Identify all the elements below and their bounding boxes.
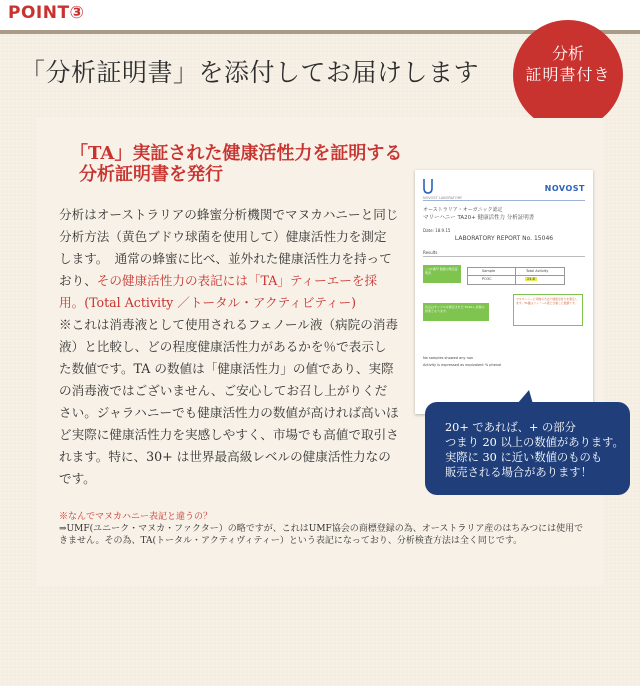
table-cell-sample: PO3C	[482, 277, 492, 281]
subheading-line-2: 分析証明書を発行	[79, 164, 223, 185]
lab-report-image	[415, 170, 593, 414]
report-results-label: Results	[423, 250, 438, 255]
badge-line-2: 証明書付き	[525, 65, 611, 84]
footnote	[59, 511, 589, 547]
report-date: Date: 18.9.15	[423, 228, 451, 233]
report-title-line-1: オーストラリア・オーガニック認定	[423, 207, 503, 213]
body-text-part-2: ※これは消毒液として使用されるフェノール液（病院の消毒液）と比較し、どの程度健康活性力があるかを％で表示した数値です。TA の数値は「健康活性力」の値であり、実際の消毒液ではございません、ご安心してお召し上がりください。ジャラハニーでも健康活性力の数値が高ければ高いほど実際に健康活性力を実感しやすく、市場でも高値で取引されます。特に、30+ は世界最高級レベルの健康活性力なのです。	[59, 317, 399, 486]
novost-logo-icon	[423, 178, 433, 194]
report-top-line	[423, 200, 585, 201]
section-subheading	[70, 143, 402, 185]
body-paragraph	[59, 204, 399, 490]
content-panel	[37, 118, 603, 586]
footnote-text: ⇒UMF(ユニーク・マヌカ・ファクター）の略ですが、これはUMF協会の商標登録の為、オーストラリア産のはちみつには使用できません。その為、TA(トータル・アクティヴィティー）という表記になっており、分析検査方法は全く同じです。	[59, 524, 584, 546]
page-headline: 「分析証明書」を添付してお届けします	[20, 58, 480, 87]
report-separator	[423, 256, 585, 257]
speech-bubble	[425, 402, 630, 495]
bubble-line-4: 販売される場合があります！	[445, 466, 592, 479]
table-column-divider	[515, 268, 516, 284]
table-cell-ta: 24.8	[527, 277, 535, 281]
table-header-sample: Sample	[482, 269, 496, 273]
report-brand: NOVOST	[544, 184, 585, 193]
bubble-line-1: 20+ であれば、+ の部分	[445, 421, 576, 434]
report-results-table	[467, 267, 565, 285]
report-footer-1: No samples showed any non	[423, 356, 474, 360]
bubble-line-2: つまり 20 以上の数値があります。	[445, 436, 624, 449]
report-green-label-2: 各点はサンプルを測定された TA20+ 評価の結果となります。	[423, 303, 489, 321]
badge-line-1: 分析	[551, 44, 584, 63]
speech-bubble-text	[445, 420, 630, 480]
certificate-badge	[513, 20, 623, 130]
report-number: LABORATORY REPORT No. 15046	[454, 235, 554, 242]
bubble-line-3: 実際に 30 に近い数値のものも	[445, 451, 603, 464]
body-text-part-1: 分析はオーストラリアの蜂蜜分析機関でマヌカハニーと同じ分析方法（黄色ブドウ球菌を使用して）健康活性力を測定します。 通常の蜂蜜に比べ、並外れた健康活性力を持っており、	[59, 207, 399, 288]
report-green-label-1: このT番号 数値の測定証明書	[423, 265, 461, 283]
report-title-line-2: マリーハニー TA20+ 健康活性力 分析証明書	[423, 215, 535, 221]
report-lab-name: NOVOST LABORATORY	[423, 196, 463, 200]
subheading-line-1: 「TA」実証された健康活性力を証明する	[70, 143, 403, 164]
body-highlight: その健康活性力の表記には「TA」ティーエーを採用。(Total Activity ／トータル・アクティビティー)	[59, 273, 378, 310]
report-callout: マヌカハニーと同様の方法で健康活性力を測定します。TA値はフェノール液と比較した数値です。	[513, 294, 583, 326]
table-row-divider	[468, 275, 564, 276]
point-label: POINT③	[8, 3, 85, 23]
speech-bubble-tail	[517, 390, 533, 404]
footnote-title: ※なんでマヌカハニー表記と違うの？	[59, 512, 213, 522]
report-footer-2: Activity is expressed as equivalent % phenol	[423, 363, 502, 367]
table-header-ta: Total Activity	[526, 269, 549, 273]
